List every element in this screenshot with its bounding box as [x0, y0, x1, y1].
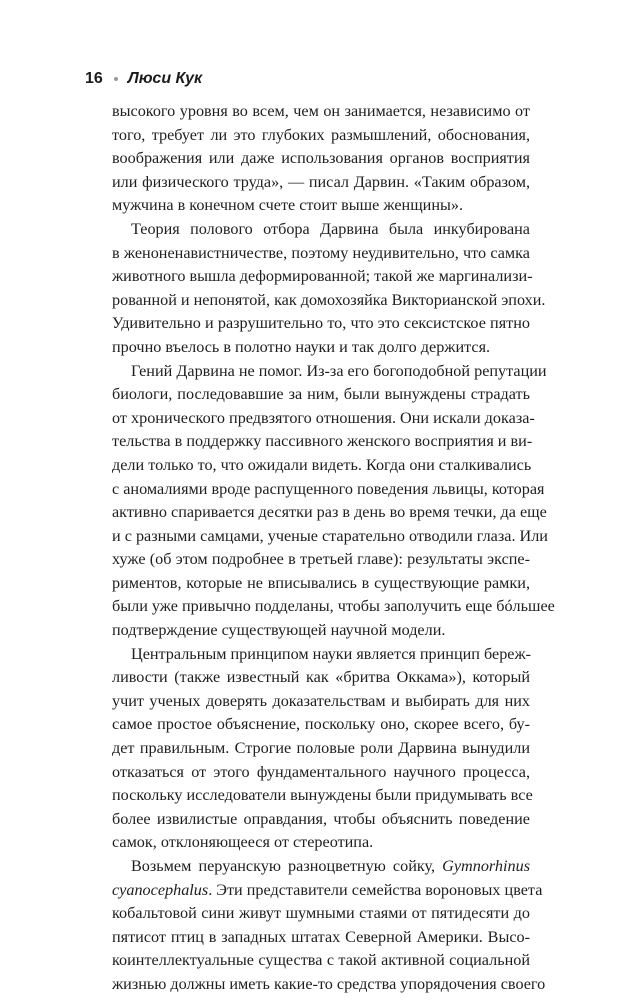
- species-epithet-italic: cyanocephalus: [112, 880, 209, 899]
- text-line: биологи, последовавшие за ним, были вынуждены страдать: [112, 385, 530, 404]
- page-number: 16: [85, 70, 103, 87]
- text-line: коинтеллектуальные существа с такой активной социальной: [112, 951, 530, 970]
- text-line: поскольку исследователи вынуждены были придумывать все: [112, 786, 533, 805]
- text-line: самок, отклоняющееся от стереотипа.: [112, 833, 374, 852]
- text-line: отказаться от этого фундаментального научного процесса,: [112, 762, 530, 781]
- text-line: хуже (об этом подробнее в третьей главе): результаты экспе-: [112, 550, 530, 569]
- text-line: в женоненавистничестве, поэтому неудивительно, что самка: [112, 243, 530, 262]
- text-line: животного вышла деформированной; такой же маргинализи-: [112, 267, 533, 286]
- text-line: более извилистые оправдания, чтобы объяснить поведение: [112, 809, 530, 828]
- text-line: Гений Дарвина не помог. Из-за его богоподобной репутации: [131, 361, 547, 380]
- text-line: активно спаривается десятки раз в день во время течки, да еще: [112, 503, 547, 522]
- text-line: или физического труда», — писал Дарвин. «Таким образом,: [112, 172, 530, 191]
- text-line: подтверждение существующей научной модели.: [112, 621, 446, 640]
- text-block-tail: [112, 902, 546, 996]
- text-line: рованной и непонятой, как домохозяйка Викторианской эпохи.: [112, 290, 546, 309]
- text-line: тельства в поддержку пассивного женского восприятия и ви-: [112, 432, 533, 451]
- text-line: риментов, которые не вписывались в существующие рамки,: [112, 573, 530, 592]
- header-separator-dot: [114, 77, 118, 81]
- species-genus-italic: Gymnorhinus: [442, 857, 530, 875]
- text-line-jay-1-roman: Возьмем перуанскую разноцветную сойку,: [131, 857, 443, 875]
- text-line-jay-1: [112, 855, 530, 879]
- text-line: воображения или даже использования органов восприятия: [112, 149, 530, 168]
- text-line: прочно въелось в полотно науки и так долго держится.: [112, 337, 491, 356]
- text-line: дет правильным. Строгие половые роли Дарвина вынудили: [112, 739, 530, 758]
- text-line-jay-2-roman: . Эти представители семейства вороновых цвета: [208, 880, 543, 899]
- text-line: самое простое объяснение, поскольку оно, скорее всего, бу-: [112, 715, 530, 734]
- body-text: [112, 100, 555, 997]
- text-line: кобальтовой сини живут шумными стаями от пятидесяти до: [112, 904, 530, 923]
- text-line-jay-2: [112, 879, 543, 903]
- running-head-author: Люси Кук: [127, 70, 203, 87]
- text-line: Теория полового отбора Дарвина была инкубирована: [131, 219, 530, 238]
- text-line: пятисот птиц в западных штатах Северной Америки. Высо-: [112, 927, 530, 946]
- text-line: были уже привычно подделаны, чтобы заполучить еще бóльшее: [112, 597, 555, 616]
- text-line: того, требует ли это глубоких размышлений, обоснования,: [112, 125, 530, 144]
- text-line: Центральным принципом науки является принцип береж-: [131, 644, 532, 663]
- text-line: Удивительно и разрушительно то, что это сексистское пятно: [112, 314, 530, 333]
- text-line: ливости (также известный как «бритва Оккама»), который: [112, 668, 530, 687]
- text-line: дели только то, что ожидали видеть. Когда они сталкивались: [112, 455, 532, 474]
- text-line: и с разными самцами, ученые старательно отводили глаза. Или: [112, 526, 548, 545]
- text-line: высокого уровня во всем, чем он занимается, независимо от: [112, 102, 530, 120]
- text-block-main: [112, 100, 555, 855]
- text-line: с аномалиями вроде распущенного поведения львицы, которая: [112, 479, 545, 498]
- page-header: [85, 70, 202, 88]
- text-line: жизнью должны иметь какие-то средства упорядочения своего: [112, 974, 546, 993]
- text-line: от хронического предвзятого отношения. Они искали доказа-: [112, 408, 535, 427]
- text-line: учит ученых доверять доказательствам и выбирать для них: [112, 691, 530, 710]
- text-line: мужчина в конечном счете стоит выше женщины».: [112, 196, 464, 215]
